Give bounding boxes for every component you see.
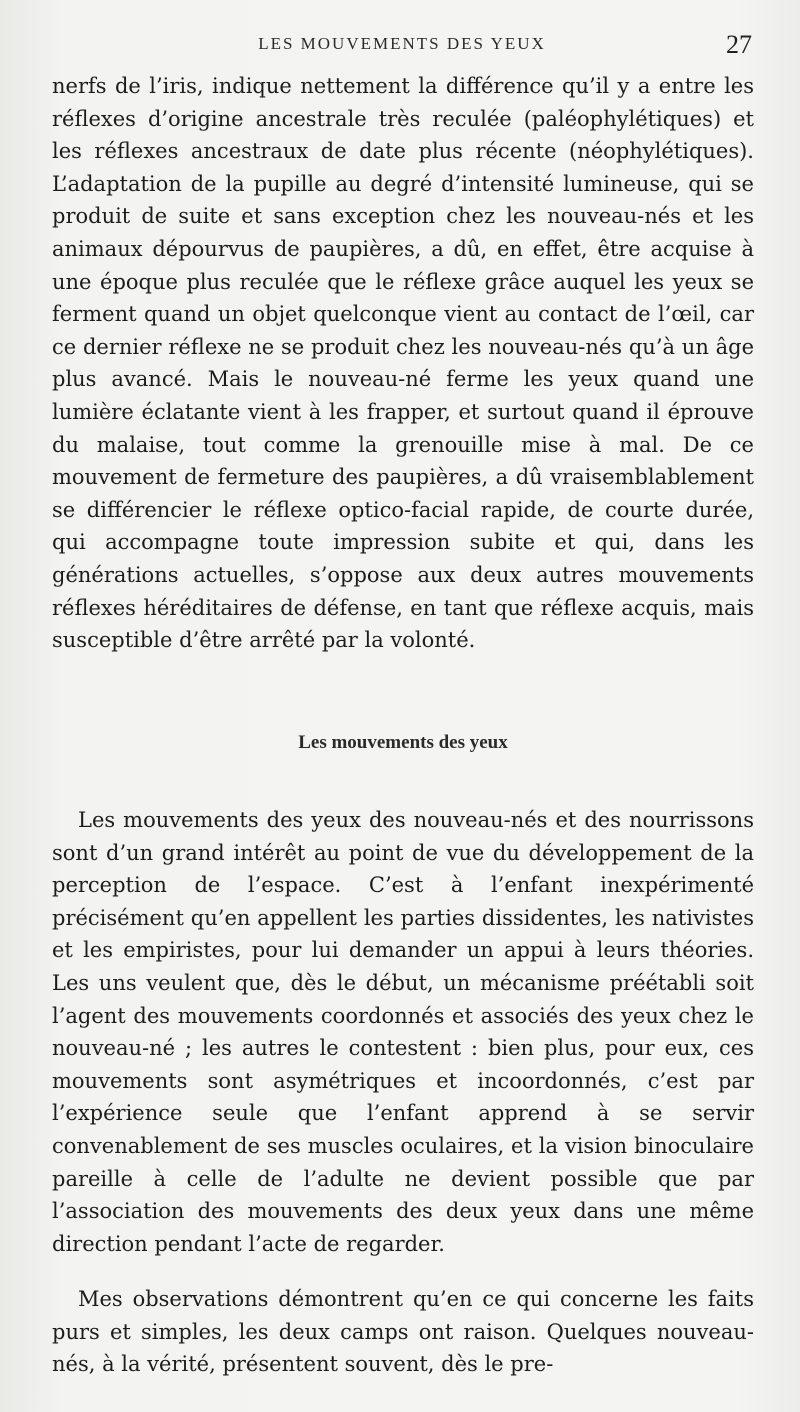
paragraph-eye-movements: Les mouvements des yeux des nouveau-nés et des nourrissons sont d’un grand intérêt au point de vue du développement de la perception de l’espace. C’est à l’enfant inexpérimenté précisément qu’en appellent les parties dissidentes, les nativistes et les empiristes, pour lui demander un appui à leurs théories. Les uns veulent que, dès le début, un mécanisme préétabli soit l’agent des mouvements coordonnés et associés des yeux chez le nouveau-né ; les autres le contestent : bien plus, pour eux, ces mouvements sont asymétriques et incoordonnés, c’est par l’expérience seule que l’enfant apprend à se servir convenablement de ses muscles oculaires, et la vision binoculaire pareille à celle de l’adulte ne devient possible que par l’association des mouvements des deux yeux dans une même direction pendant l’acte de regarder. xyxy=(52,808,754,1256)
page-number: 27 xyxy=(726,30,752,59)
running-head xyxy=(52,30,752,62)
paragraph-continued: nerfs de l’iris, indique nettement la différence qu’il y a entre les réflexes d’origine ancestrale très reculée (paléophylétiques) et les réflexes ancestraux de date plus récente (néophylétiques). L’adaptation de la pupille au degré d’intensité lumineuse, qui se produit de suite et sans exception chez les nouveau-nés et les animaux dépourvus de paupières, a dû, en effet, être acquise à une époque plus reculée que le réflexe grâce auquel les yeux se ferment quand un objet quelconque vient au contact de l’œil, car ce dernier réflexe ne se produit chez les nouveau-nés qu’à un âge plus avancé. Mais le nouveau-né ferme les yeux quand une lumière éclatante vient à les frapper, et surtout quand il éprouve du malaise, tout comme la grenouille mise à mal. De ce mouvement de fermeture des paupières, a dû vraisemblablement se différencier le réflexe optico-facial rapide, de courte durée, qui accompagne toute impression subite et qui, dans les générations actuelles, s’oppose aux deux autres mouvements réflexes héréditaires de défense, en tant que réflexe acquis, mais susceptible d’être arrêté par la volonté. xyxy=(52,74,754,653)
section-heading: Les mouvements des yeux xyxy=(298,732,508,753)
running-title: LES MOUVEMENTS DES YEUX xyxy=(258,34,546,53)
paragraph-observations: Mes observations démontrent qu’en ce qui concerne les faits purs et simples, les deux camps ont raison. Quelques nouveau-nés, à la vérité, présentent souvent, dès le pre- xyxy=(52,1287,754,1377)
